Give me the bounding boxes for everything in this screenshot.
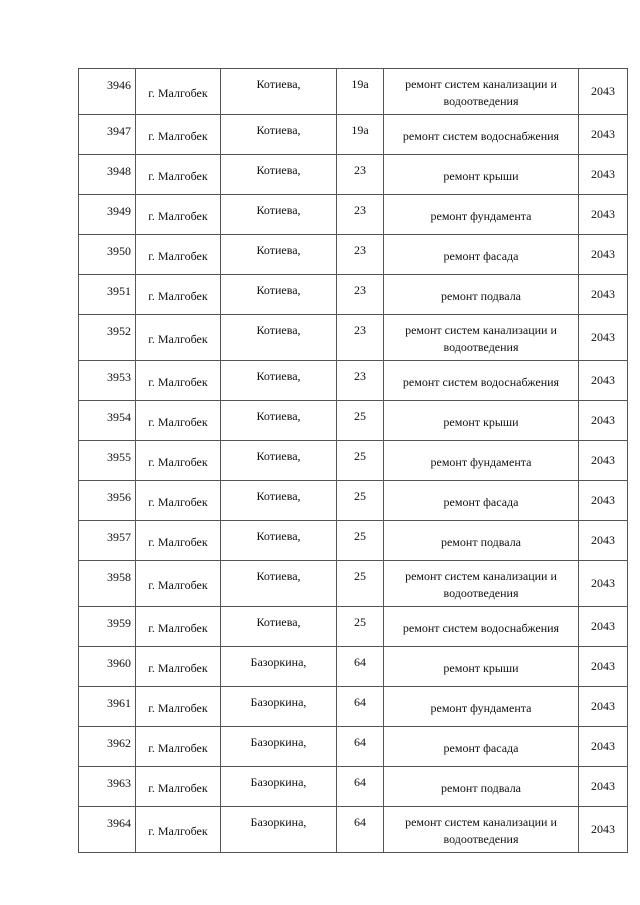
record-number: 3951 xyxy=(79,275,136,315)
document-page xyxy=(78,68,628,853)
city-cell: г. Малгобек xyxy=(136,607,221,647)
city-cell: г. Малгобек xyxy=(136,235,221,275)
table-row xyxy=(79,727,628,767)
street-cell: Котиева, xyxy=(221,561,337,607)
record-number: 3952 xyxy=(79,315,136,361)
work-type-cell: ремонт крыши xyxy=(384,647,579,687)
table-row xyxy=(79,807,628,853)
work-type-cell: ремонт систем водоснабжения xyxy=(384,115,579,155)
year-cell: 2043 xyxy=(579,607,628,647)
record-number: 3956 xyxy=(79,481,136,521)
record-number: 3962 xyxy=(79,727,136,767)
street-cell: Базоркина, xyxy=(221,807,337,853)
year-cell: 2043 xyxy=(579,767,628,807)
street-cell: Котиева, xyxy=(221,441,337,481)
street-cell: Котиева, xyxy=(221,607,337,647)
year-cell: 2043 xyxy=(579,687,628,727)
year-cell: 2043 xyxy=(579,195,628,235)
street-cell: Котиева, xyxy=(221,401,337,441)
year-cell: 2043 xyxy=(579,521,628,561)
house-number-cell: 25 xyxy=(337,561,384,607)
city-cell: г. Малгобек xyxy=(136,767,221,807)
house-number-cell: 64 xyxy=(337,727,384,767)
city-cell: г. Малгобек xyxy=(136,155,221,195)
year-cell: 2043 xyxy=(579,69,628,115)
house-number-cell: 23 xyxy=(337,275,384,315)
record-number: 3953 xyxy=(79,361,136,401)
work-type-cell: ремонт фасада xyxy=(384,481,579,521)
house-number-cell: 64 xyxy=(337,807,384,853)
record-number: 3955 xyxy=(79,441,136,481)
year-cell: 2043 xyxy=(579,361,628,401)
city-cell: г. Малгобек xyxy=(136,115,221,155)
city-cell: г. Малгобек xyxy=(136,69,221,115)
street-cell: Котиева, xyxy=(221,155,337,195)
city-cell: г. Малгобек xyxy=(136,361,221,401)
year-cell: 2043 xyxy=(579,275,628,315)
year-cell: 2043 xyxy=(579,727,628,767)
house-number-cell: 64 xyxy=(337,647,384,687)
city-cell: г. Малгобек xyxy=(136,521,221,561)
city-cell: г. Малгобек xyxy=(136,727,221,767)
city-cell: г. Малгобек xyxy=(136,687,221,727)
year-cell: 2043 xyxy=(579,115,628,155)
street-cell: Котиева, xyxy=(221,315,337,361)
city-cell: г. Малгобек xyxy=(136,807,221,853)
record-number: 3958 xyxy=(79,561,136,607)
street-cell: Котиева, xyxy=(221,275,337,315)
table-row xyxy=(79,69,628,115)
record-number: 3948 xyxy=(79,155,136,195)
city-cell: г. Малгобек xyxy=(136,275,221,315)
year-cell: 2043 xyxy=(579,561,628,607)
house-number-cell: 64 xyxy=(337,687,384,727)
year-cell: 2043 xyxy=(579,401,628,441)
table-row xyxy=(79,767,628,807)
street-cell: Котиева, xyxy=(221,115,337,155)
work-type-cell: ремонт крыши xyxy=(384,155,579,195)
record-number: 3950 xyxy=(79,235,136,275)
house-number-cell: 25 xyxy=(337,607,384,647)
work-type-cell: ремонт систем канализации и водоотведения xyxy=(384,807,579,853)
street-cell: Базоркина, xyxy=(221,727,337,767)
house-number-cell: 23 xyxy=(337,155,384,195)
work-type-cell: ремонт фундамента xyxy=(384,195,579,235)
table-row xyxy=(79,441,628,481)
street-cell: Котиева, xyxy=(221,69,337,115)
year-cell: 2043 xyxy=(579,481,628,521)
table-row xyxy=(79,235,628,275)
table-body xyxy=(79,69,628,853)
table-row xyxy=(79,155,628,195)
work-type-cell: ремонт систем водоснабжения xyxy=(384,607,579,647)
record-number: 3964 xyxy=(79,807,136,853)
record-number: 3961 xyxy=(79,687,136,727)
city-cell: г. Малгобек xyxy=(136,561,221,607)
year-cell: 2043 xyxy=(579,315,628,361)
house-number-cell: 19а xyxy=(337,115,384,155)
street-cell: Котиева, xyxy=(221,481,337,521)
repair-schedule-table xyxy=(78,68,628,853)
work-type-cell: ремонт систем водоснабжения xyxy=(384,361,579,401)
record-number: 3946 xyxy=(79,69,136,115)
work-type-cell: ремонт фундамента xyxy=(384,441,579,481)
table-row xyxy=(79,275,628,315)
work-type-cell: ремонт фундамента xyxy=(384,687,579,727)
house-number-cell: 23 xyxy=(337,361,384,401)
house-number-cell: 64 xyxy=(337,767,384,807)
year-cell: 2043 xyxy=(579,441,628,481)
house-number-cell: 25 xyxy=(337,441,384,481)
record-number: 3954 xyxy=(79,401,136,441)
table-row xyxy=(79,115,628,155)
street-cell: Котиева, xyxy=(221,521,337,561)
city-cell: г. Малгобек xyxy=(136,195,221,235)
record-number: 3959 xyxy=(79,607,136,647)
street-cell: Базоркина, xyxy=(221,767,337,807)
house-number-cell: 25 xyxy=(337,481,384,521)
table-row xyxy=(79,647,628,687)
year-cell: 2043 xyxy=(579,807,628,853)
work-type-cell: ремонт подвала xyxy=(384,767,579,807)
city-cell: г. Малгобек xyxy=(136,481,221,521)
table-row xyxy=(79,521,628,561)
year-cell: 2043 xyxy=(579,235,628,275)
work-type-cell: ремонт подвала xyxy=(384,275,579,315)
city-cell: г. Малгобек xyxy=(136,647,221,687)
work-type-cell: ремонт систем канализации и водоотведения xyxy=(384,561,579,607)
year-cell: 2043 xyxy=(579,647,628,687)
record-number: 3947 xyxy=(79,115,136,155)
city-cell: г. Малгобек xyxy=(136,401,221,441)
table-row xyxy=(79,561,628,607)
record-number: 3963 xyxy=(79,767,136,807)
table-row xyxy=(79,401,628,441)
work-type-cell: ремонт крыши xyxy=(384,401,579,441)
street-cell: Котиева, xyxy=(221,195,337,235)
year-cell: 2043 xyxy=(579,155,628,195)
street-cell: Базоркина, xyxy=(221,687,337,727)
street-cell: Базоркина, xyxy=(221,647,337,687)
work-type-cell: ремонт фасада xyxy=(384,235,579,275)
table-row xyxy=(79,195,628,235)
table-row xyxy=(79,687,628,727)
house-number-cell: 23 xyxy=(337,315,384,361)
house-number-cell: 19а xyxy=(337,69,384,115)
table-row xyxy=(79,315,628,361)
table-row xyxy=(79,361,628,401)
city-cell: г. Малгобек xyxy=(136,315,221,361)
street-cell: Котиева, xyxy=(221,361,337,401)
house-number-cell: 23 xyxy=(337,235,384,275)
street-cell: Котиева, xyxy=(221,235,337,275)
record-number: 3957 xyxy=(79,521,136,561)
record-number: 3960 xyxy=(79,647,136,687)
house-number-cell: 25 xyxy=(337,521,384,561)
house-number-cell: 25 xyxy=(337,401,384,441)
work-type-cell: ремонт фасада xyxy=(384,727,579,767)
work-type-cell: ремонт систем канализации и водоотведения xyxy=(384,69,579,115)
record-number: 3949 xyxy=(79,195,136,235)
table-row xyxy=(79,607,628,647)
table-row xyxy=(79,481,628,521)
work-type-cell: ремонт подвала xyxy=(384,521,579,561)
city-cell: г. Малгобек xyxy=(136,441,221,481)
house-number-cell: 23 xyxy=(337,195,384,235)
work-type-cell: ремонт систем канализации и водоотведения xyxy=(384,315,579,361)
